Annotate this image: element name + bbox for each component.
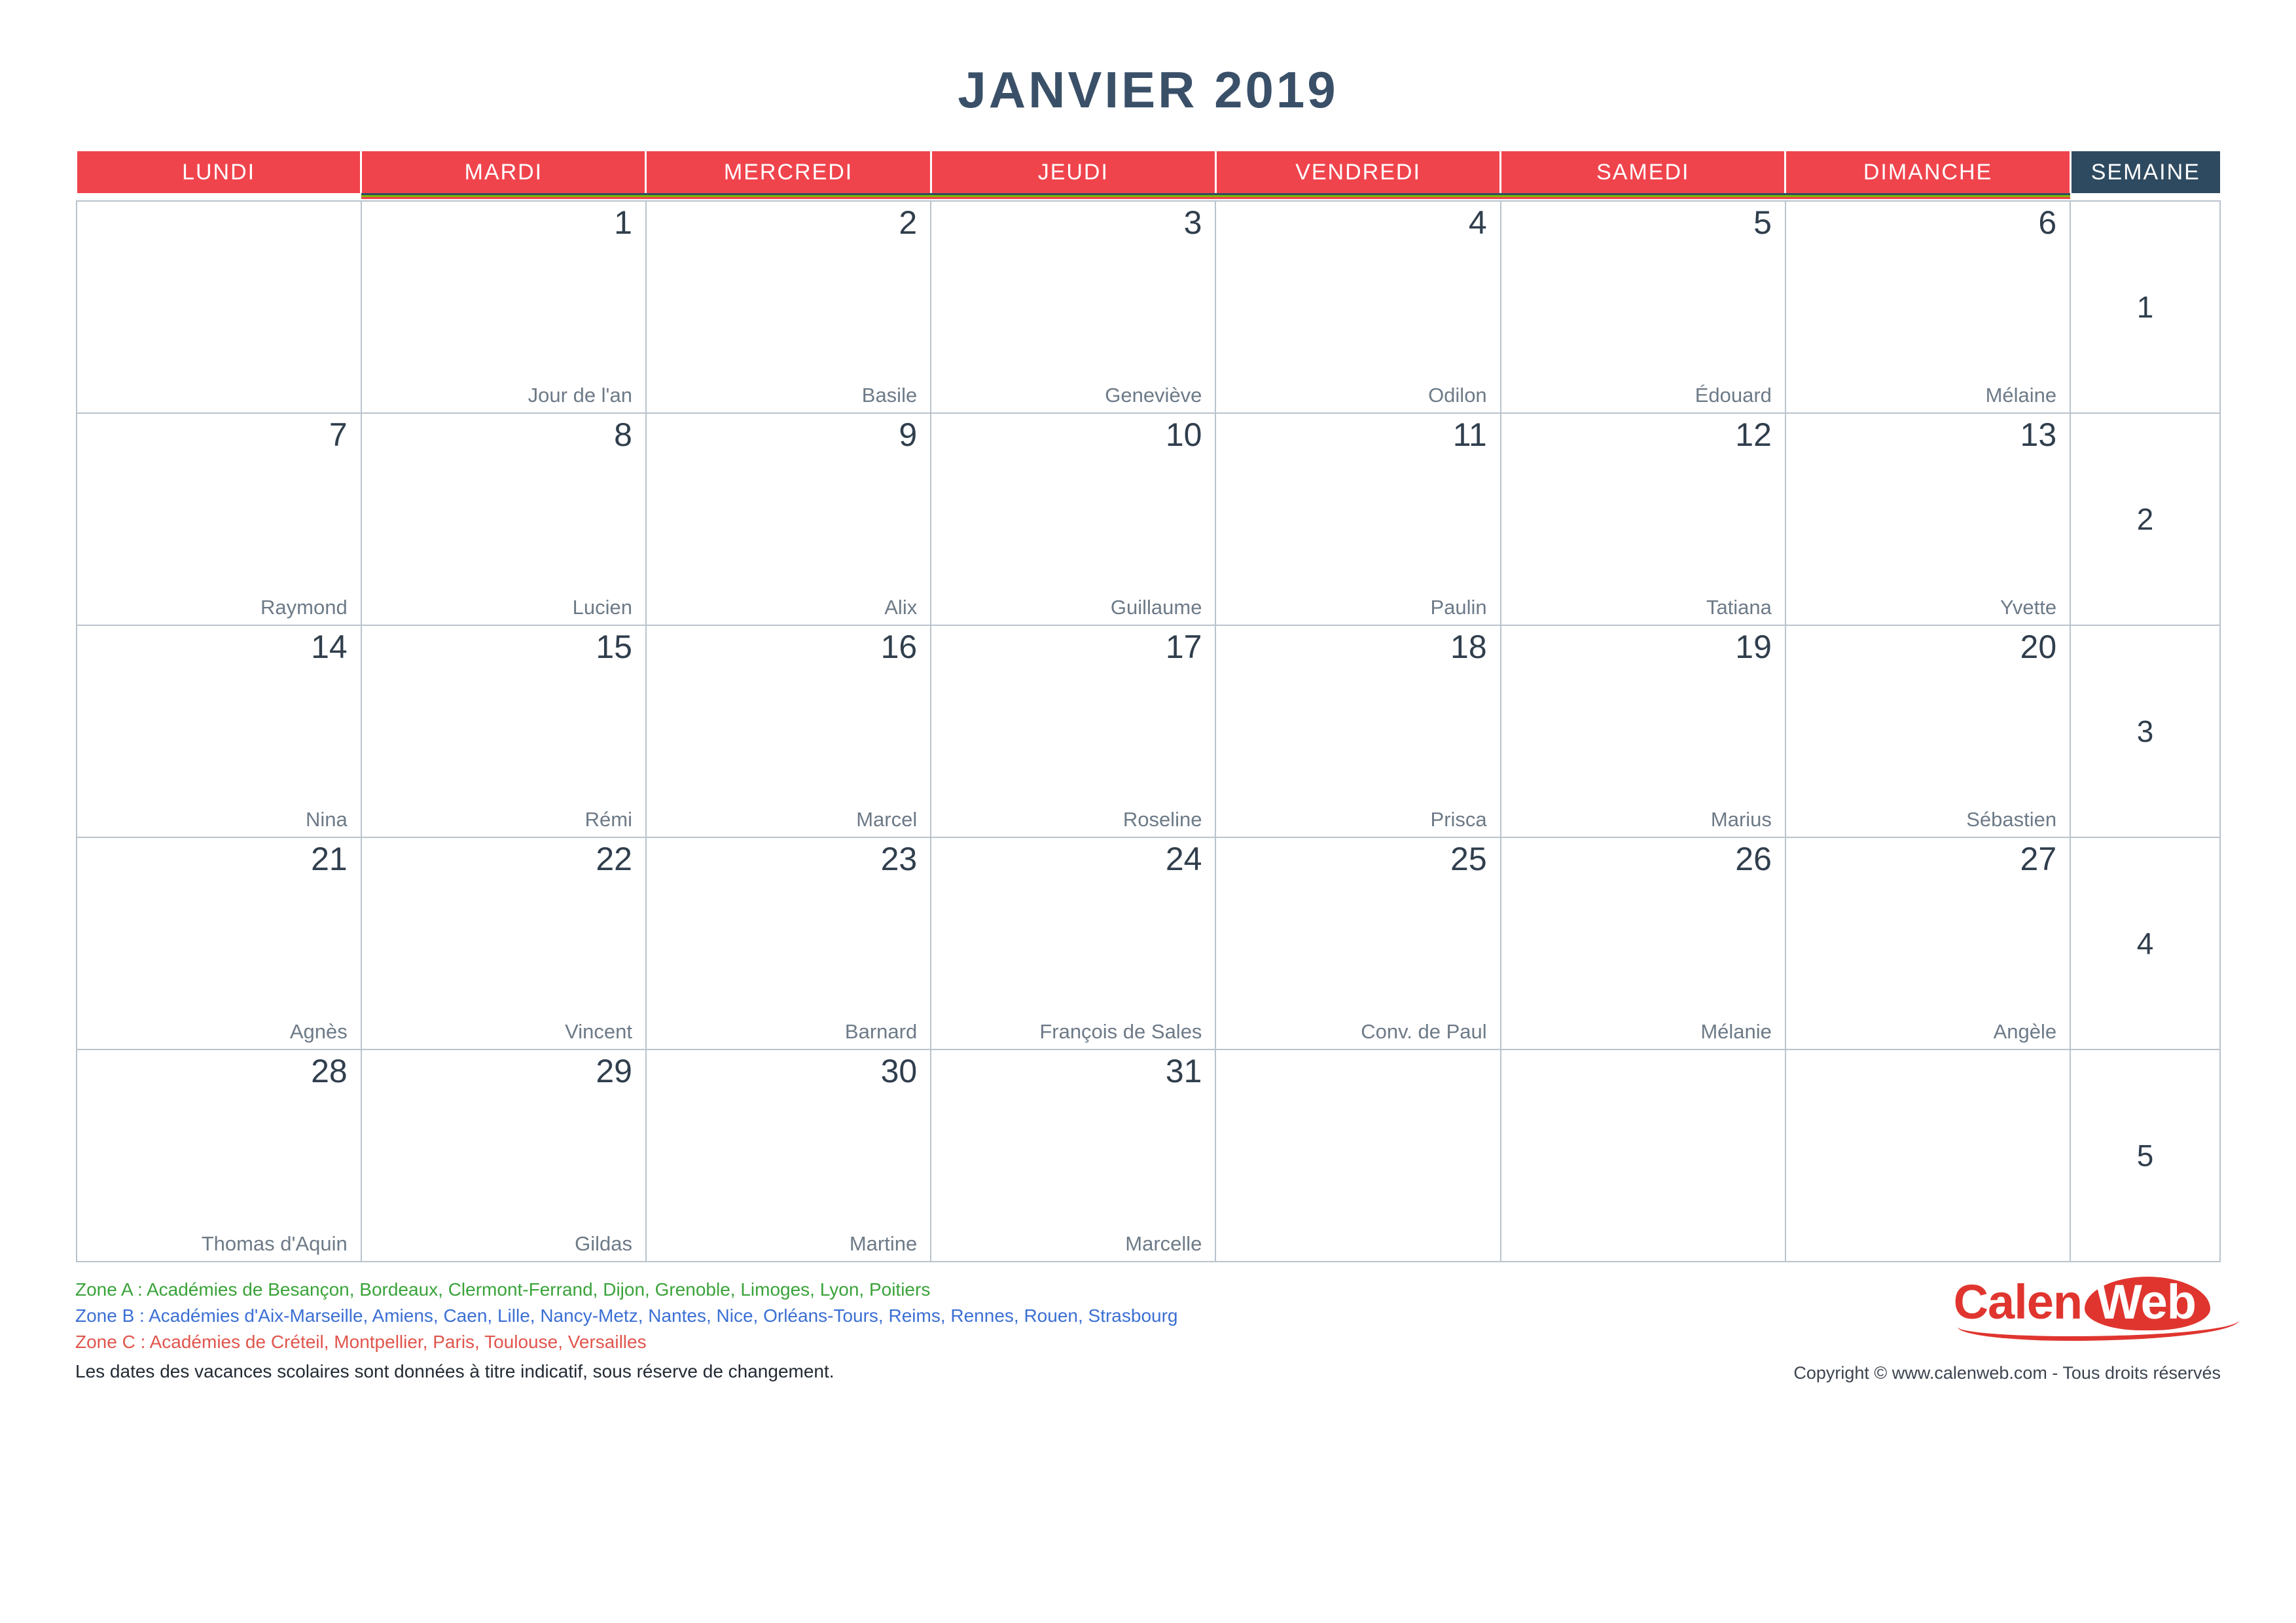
day-number: 26 xyxy=(1735,841,1772,877)
header-day-mercredi: MERCREDI xyxy=(646,151,931,193)
calendar-day-cell[interactable] xyxy=(931,625,1215,837)
brand-block xyxy=(1793,1277,2221,1383)
calendar-day-cell[interactable] xyxy=(646,413,931,625)
day-number: 9 xyxy=(899,416,918,453)
calendar-day-cell[interactable] xyxy=(1215,201,1500,413)
calenweb-logo[interactable] xyxy=(1954,1277,2221,1330)
calendar-week-row xyxy=(77,625,2221,837)
day-number: 3 xyxy=(1183,204,1202,241)
calendar-header xyxy=(77,151,2221,201)
day-saint-label: Martine xyxy=(849,1232,918,1255)
day-saint-label: Lucien xyxy=(572,596,632,619)
day-number: 8 xyxy=(614,416,632,453)
calendar-day-cell[interactable] xyxy=(1785,201,2070,413)
day-saint-label: Prisca xyxy=(1430,808,1487,831)
calendar-day-cell[interactable] xyxy=(1501,413,1785,625)
calendar-week-row xyxy=(77,837,2221,1049)
header-day-mardi: MARDI xyxy=(361,151,646,193)
day-number: 5 xyxy=(1753,204,1772,241)
page-title: JANVIER 2019 xyxy=(958,61,1338,119)
day-saint-label: Marius xyxy=(1710,808,1772,831)
calendar-day-cell[interactable] xyxy=(1785,837,2070,1049)
day-saint-label: Sébastien xyxy=(1966,808,2057,831)
header-day-vendredi: VENDREDI xyxy=(1215,151,1500,193)
logo-swoosh-icon xyxy=(1958,1306,2239,1341)
calendar-day-cell[interactable] xyxy=(1215,837,1500,1049)
calendar-day-cell[interactable] xyxy=(361,837,646,1049)
calendar-day-cell[interactable] xyxy=(931,1049,1215,1262)
calendar-day-cell[interactable] xyxy=(646,625,931,837)
day-saint-label: Basile xyxy=(861,384,918,407)
day-number: 16 xyxy=(880,629,918,665)
day-number: 24 xyxy=(1165,841,1202,877)
calendar-day-cell[interactable] xyxy=(361,201,646,413)
day-saint-label: Édouard xyxy=(1695,384,1772,407)
day-saint-label: Mélaine xyxy=(1985,384,2057,407)
calendar-day-cell[interactable] xyxy=(361,413,646,625)
day-saint-label: Marcel xyxy=(856,808,918,831)
day-saint-label: Tatiana xyxy=(1706,596,1772,619)
day-saint-label: François de Sales xyxy=(1039,1020,1202,1043)
calendar-cell-empty xyxy=(1501,1049,1785,1262)
zone-b-line: Zone B : Académies d'Aix-Marseille, Amiens, Caen, Lille, Nancy-Metz, Nantes, Nice, Orléans-Tours, Reims, Rennes, Rouen, Strasbourg xyxy=(75,1305,1178,1326)
day-saint-label: Thomas d'Aquin xyxy=(201,1232,348,1255)
zone-c-line: Zone C : Académies de Créteil, Montpellier, Paris, Toulouse, Versailles xyxy=(75,1331,647,1352)
day-saint-label: Odilon xyxy=(1428,384,1487,407)
zone-a-line: Zone A : Académies de Besançon, Bordeaux, Clermont-Ferrand, Dijon, Grenoble, Limoges, Lyon, Poitiers xyxy=(75,1279,931,1300)
calendar-day-cell[interactable] xyxy=(77,837,361,1049)
calendar-day-cell[interactable] xyxy=(931,201,1215,413)
day-saint-label: Geneviève xyxy=(1105,384,1202,407)
week-number-cell: 3 xyxy=(2070,625,2220,837)
day-number: 29 xyxy=(596,1053,632,1089)
week-number-cell: 5 xyxy=(2070,1049,2220,1262)
calendar-body xyxy=(77,201,2221,1262)
header-day-lundi: LUNDI xyxy=(77,151,361,193)
calendar-day-cell[interactable] xyxy=(1785,625,2070,837)
week-number-cell: 1 xyxy=(2070,201,2220,413)
calendar-day-cell[interactable] xyxy=(77,413,361,625)
day-number: 1 xyxy=(614,204,632,241)
header-rule xyxy=(77,193,2221,201)
rule-cell xyxy=(1501,193,1785,201)
calendar-day-cell[interactable] xyxy=(1501,837,1785,1049)
day-number: 14 xyxy=(311,629,348,665)
calendar-week-row xyxy=(77,1049,2221,1262)
rule-cell xyxy=(646,193,931,201)
day-number: 23 xyxy=(880,841,918,877)
rule-cell xyxy=(1215,193,1500,201)
day-number: 10 xyxy=(1165,416,1202,453)
day-saint-label: Nina xyxy=(305,808,348,831)
calendar-day-cell[interactable] xyxy=(77,1049,361,1262)
day-number: 30 xyxy=(880,1053,918,1089)
day-number: 12 xyxy=(1735,416,1772,453)
day-number: 7 xyxy=(329,416,348,453)
calendar-day-cell[interactable] xyxy=(1501,625,1785,837)
calendar-day-cell[interactable] xyxy=(931,413,1215,625)
footer xyxy=(75,1277,2221,1427)
calendar-day-cell[interactable] xyxy=(1785,413,2070,625)
calendar-day-cell[interactable] xyxy=(361,625,646,837)
day-saint-label: Conv. de Paul xyxy=(1361,1020,1487,1043)
day-saint-label: Marcelle xyxy=(1125,1232,1202,1255)
logo-calen-text: Calen xyxy=(1953,1275,2083,1329)
footer-note: Les dates des vacances scolaires sont données à titre indicatif, sous réserve de changement. xyxy=(75,1361,834,1382)
calendar-table xyxy=(75,151,2221,1262)
rule-cell xyxy=(361,193,646,201)
calendar-cell-empty xyxy=(1785,1049,2070,1262)
day-saint-label: Paulin xyxy=(1430,596,1487,619)
calendar-day-cell[interactable] xyxy=(931,837,1215,1049)
day-saint-label: Roseline xyxy=(1122,808,1202,831)
day-saint-label: Agnès xyxy=(289,1020,348,1043)
header-day-jeudi: JEUDI xyxy=(931,151,1215,193)
calendar-day-cell[interactable] xyxy=(1501,201,1785,413)
day-number: 27 xyxy=(2020,841,2057,877)
calendar-day-cell[interactable] xyxy=(1215,625,1500,837)
day-number: 4 xyxy=(1468,204,1487,241)
header-week: SEMAINE xyxy=(2070,151,2220,193)
day-saint-label: Raymond xyxy=(260,596,348,619)
day-number: 25 xyxy=(1450,841,1487,877)
day-number: 6 xyxy=(2038,204,2057,241)
day-saint-label: Guillaume xyxy=(1110,596,1202,619)
rule-cell xyxy=(931,193,1215,201)
header-day-dimanche: DIMANCHE xyxy=(1785,151,2070,193)
calendar-day-cell[interactable] xyxy=(77,625,361,837)
week-number-cell: 2 xyxy=(2070,413,2220,625)
day-number: 20 xyxy=(2020,629,2057,665)
calendar-day-cell[interactable] xyxy=(646,1049,931,1262)
rule-cell-blank xyxy=(77,193,361,201)
copyright-text: Copyright © www.calenweb.com - Tous droits réservés xyxy=(1793,1363,2221,1383)
day-saint-label: Jour de l'an xyxy=(528,384,632,407)
day-saint-label: Gildas xyxy=(575,1232,632,1255)
day-number: 22 xyxy=(596,841,632,877)
calendar-cell-empty xyxy=(1215,1049,1500,1262)
day-number: 11 xyxy=(1452,416,1487,453)
day-number: 18 xyxy=(1450,629,1487,665)
calendar-day-cell[interactable] xyxy=(646,837,931,1049)
day-saint-label: Rémi xyxy=(584,808,632,831)
day-saint-label: Angèle xyxy=(1993,1020,2057,1043)
day-number: 2 xyxy=(899,204,918,241)
calendar-day-cell[interactable] xyxy=(361,1049,646,1262)
day-saint-label: Mélanie xyxy=(1700,1020,1772,1043)
day-number: 15 xyxy=(596,629,632,665)
school-zones xyxy=(75,1277,1177,1385)
day-saint-label: Alix xyxy=(884,596,918,619)
calendar-week-row xyxy=(77,413,2221,625)
calendar-cell-empty xyxy=(77,201,361,413)
day-number: 21 xyxy=(311,841,348,877)
calendar-day-cell[interactable] xyxy=(1215,413,1500,625)
day-number: 28 xyxy=(311,1053,348,1089)
calendar-day-cell[interactable] xyxy=(646,201,931,413)
day-saint-label: Barnard xyxy=(844,1020,918,1043)
day-saint-label: Vincent xyxy=(565,1020,632,1043)
calendar-week-row xyxy=(77,201,2221,413)
rule-cell-blank xyxy=(2070,193,2220,201)
day-saint-label: Yvette xyxy=(2000,596,2057,619)
day-number: 19 xyxy=(1735,629,1772,665)
header-day-samedi: SAMEDI xyxy=(1501,151,1785,193)
rule-cell xyxy=(1785,193,2070,201)
week-number-cell: 4 xyxy=(2070,837,2220,1049)
logo-web-text: Web xyxy=(2085,1277,2210,1330)
day-number: 31 xyxy=(1165,1053,1202,1089)
day-number: 17 xyxy=(1165,629,1202,665)
day-number: 13 xyxy=(2020,416,2057,453)
